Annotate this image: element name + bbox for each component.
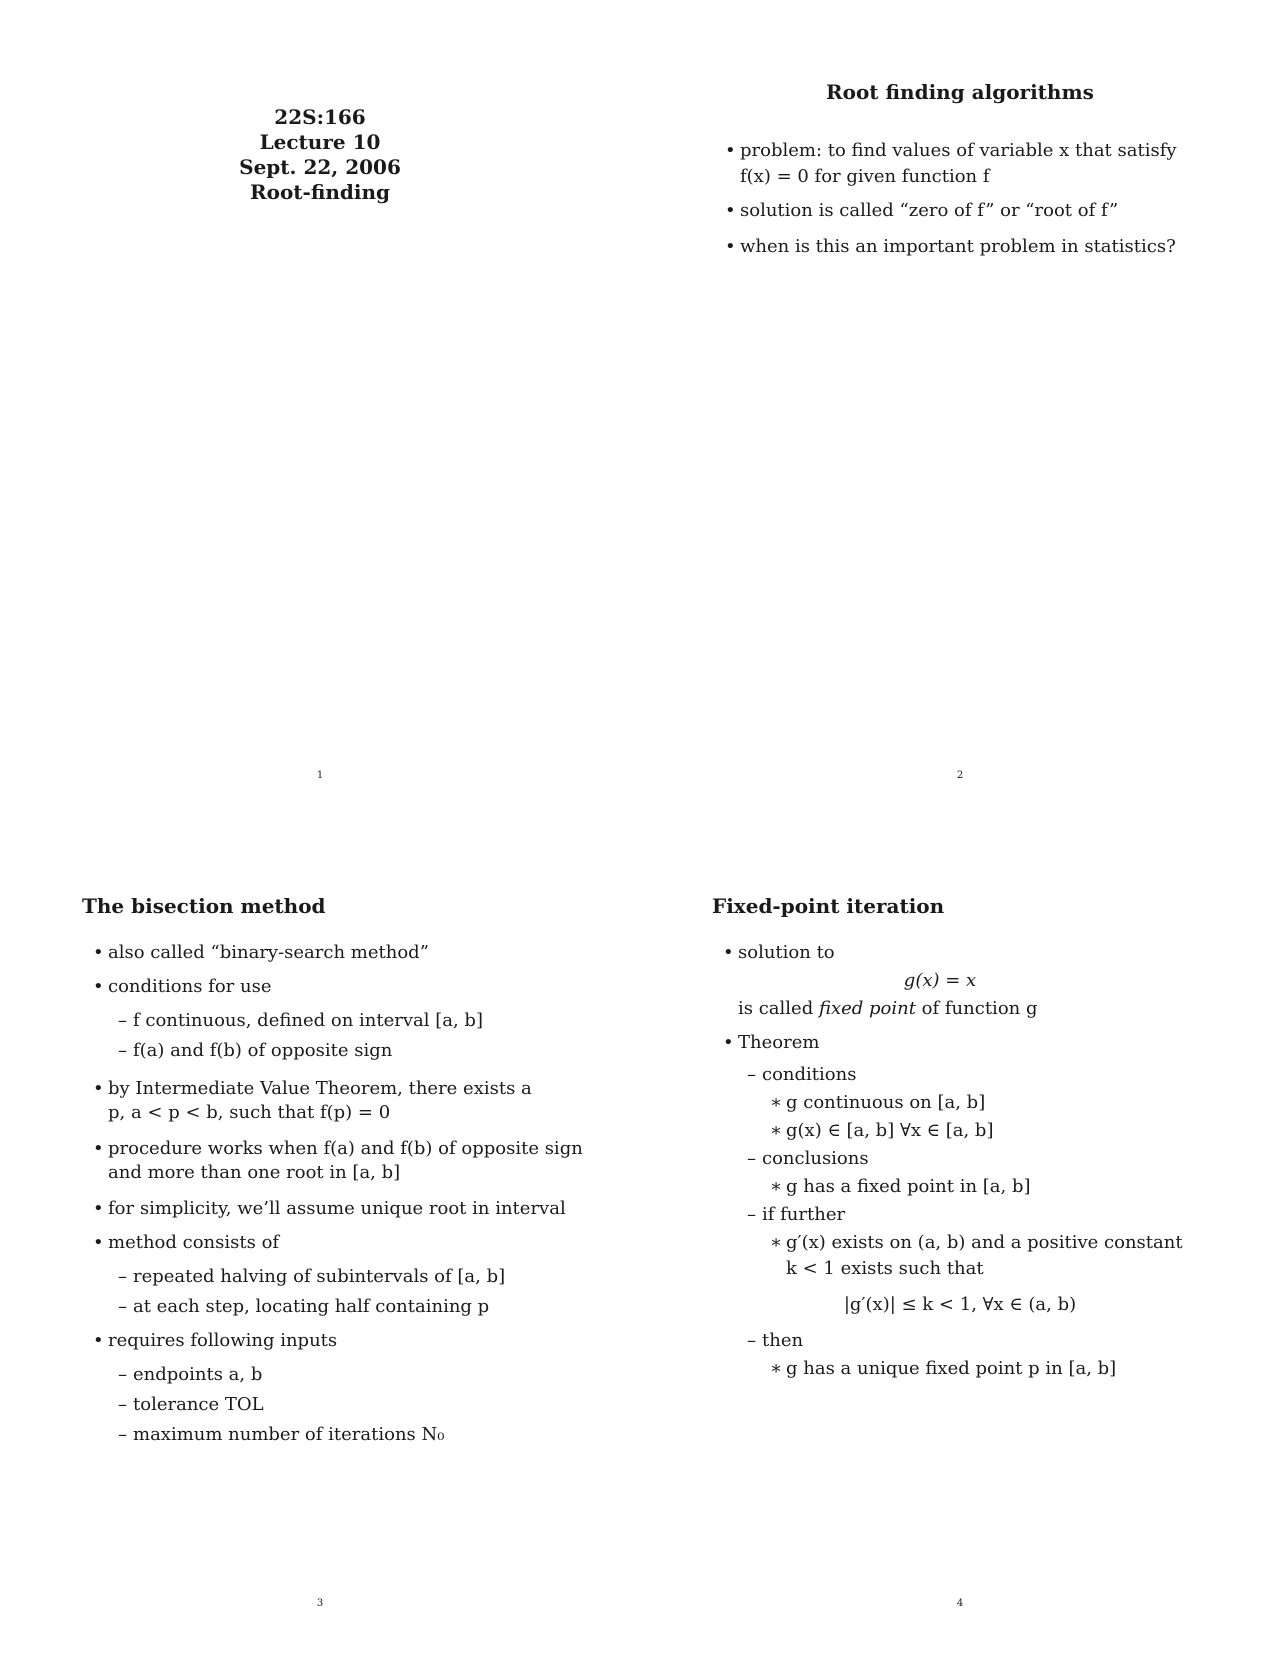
bullet: • when is this an important problem in statistics? xyxy=(740,236,1176,257)
bullet: • requires following inputs xyxy=(108,1330,337,1351)
sub-bullet: – endpoints a, b xyxy=(133,1364,262,1385)
slide-heading: Fixed-point iteration xyxy=(712,894,945,918)
equation: |g′(x)| ≤ k < 1, ∀x ∈ (a, b) xyxy=(843,1294,1077,1315)
page-number: 1 xyxy=(316,770,324,781)
sub-bullet: – f(a) and f(b) of opposite sign xyxy=(133,1040,392,1061)
sub-bullet: – tolerance TOL xyxy=(133,1394,264,1415)
bullet: • problem: to find values of variable x that satisfy xyxy=(740,140,1177,161)
bullet: • Theorem xyxy=(738,1032,819,1053)
sub-bullet: – if further xyxy=(762,1204,845,1225)
page-number: 4 xyxy=(956,1598,964,1609)
text-fragment: is called xyxy=(738,998,819,1019)
bullet: • conditions for use xyxy=(108,976,271,997)
sub-bullet: – f continuous, defined on interval [a, b] xyxy=(133,1010,483,1031)
bullet: • by Intermediate Value Theorem, there exists a xyxy=(108,1078,532,1099)
slide-1 xyxy=(0,0,640,828)
text-fragment: of function g xyxy=(915,998,1038,1019)
sub-bullet: – then xyxy=(762,1330,803,1351)
lecture-topic: Root-finding xyxy=(249,180,391,204)
sub-sub-bullet: ∗ g has a unique fixed point p in [a, b] xyxy=(786,1358,1116,1379)
slide-heading: Root finding algorithms xyxy=(826,80,1094,104)
bullet: • solution to xyxy=(738,942,835,963)
sub-sub-bullet: ∗ g′(x) exists on (a, b) and a positive constant xyxy=(786,1232,1183,1253)
lecture-number: Lecture 10 xyxy=(259,130,381,154)
bullet-continuation: p, a < p < b, such that f(p) = 0 xyxy=(108,1102,391,1123)
slide-heading: The bisection method xyxy=(82,894,326,918)
lecture-date: Sept. 22, 2006 xyxy=(239,155,401,179)
sub-sub-bullet-continuation: k < 1 exists such that xyxy=(786,1258,984,1279)
page-number: 3 xyxy=(316,1598,324,1609)
sub-sub-bullet: ∗ g(x) ∈ [a, b] ∀x ∈ [a, b] xyxy=(786,1120,993,1141)
bullet: • solution is called “zero of f” or “root of f” xyxy=(740,200,1118,221)
bullet: • method consists of xyxy=(108,1232,279,1253)
bullet-continuation: f(x) = 0 for given function f xyxy=(740,166,990,187)
slide-4 xyxy=(640,828,1280,1656)
sub-bullet: – maximum number of iterations N₀ xyxy=(133,1424,444,1445)
title-block xyxy=(200,105,440,205)
bullet-continuation xyxy=(738,998,1038,1019)
emphasis-text: fixed point xyxy=(818,998,916,1019)
sub-bullet: – repeated halving of subintervals of [a, b] xyxy=(133,1266,505,1287)
sub-bullet: – conclusions xyxy=(762,1148,869,1169)
slide-2 xyxy=(640,0,1280,828)
bullet: • for simplicity, we’ll assume unique root in interval xyxy=(108,1198,566,1219)
bullet-continuation: and more than one root in [a, b] xyxy=(108,1162,401,1183)
slide-3 xyxy=(0,828,640,1656)
sub-bullet: – conditions xyxy=(762,1064,856,1085)
equation: g(x) = x xyxy=(903,970,977,991)
bullet: • procedure works when f(a) and f(b) of opposite sign xyxy=(108,1138,583,1159)
sub-sub-bullet: ∗ g has a fixed point in [a, b] xyxy=(786,1176,1031,1197)
sub-bullet: – at each step, locating half containing p xyxy=(133,1296,489,1317)
sub-sub-bullet: ∗ g continuous on [a, b] xyxy=(786,1092,985,1113)
course-code: 22S:166 xyxy=(274,105,366,129)
bullet: • also called “binary-search method” xyxy=(108,942,429,963)
page-number: 2 xyxy=(956,770,964,781)
